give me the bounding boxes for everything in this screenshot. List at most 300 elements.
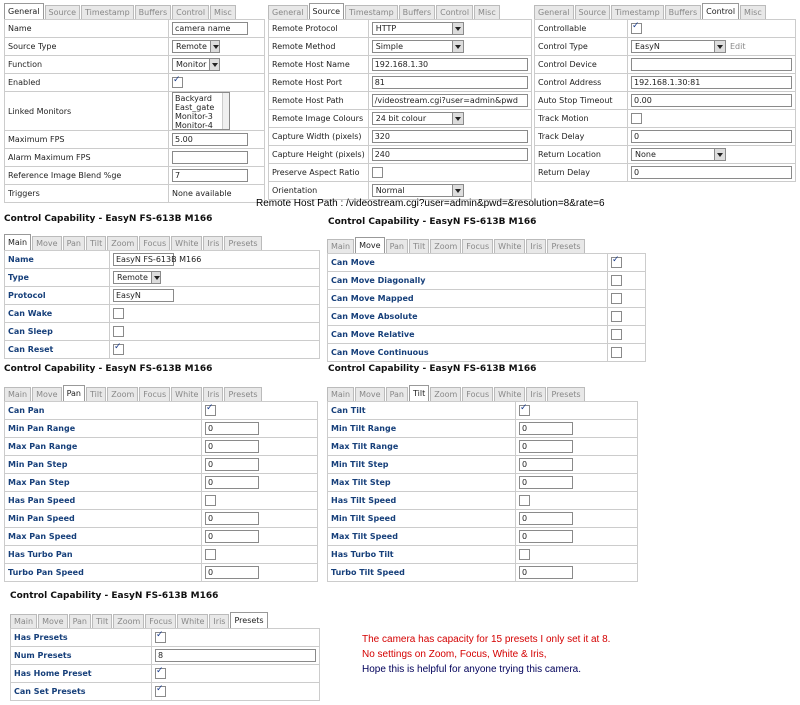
source-tab-source[interactable]: Source <box>309 3 344 19</box>
cap-pan-min-pan-step-input[interactable]: 0 <box>205 458 259 471</box>
cap-main-value-cell-name <box>110 251 320 269</box>
general-value-cell-name <box>169 20 265 38</box>
cap-tilt-tab-bar <box>327 385 638 401</box>
cap-pan-tab-bar <box>4 385 318 401</box>
general-label-linked-monitors: Linked Monitors <box>5 92 169 131</box>
list-item[interactable]: East_gate <box>175 103 215 112</box>
general-panel <box>4 3 265 203</box>
cap-tilt-panel <box>327 385 638 582</box>
cap-move-tab-tilt[interactable]: Tilt <box>409 239 429 253</box>
cap-tilt-min-tilt-step-input[interactable]: 0 <box>519 458 573 471</box>
source-remote-protocol-select[interactable] <box>372 22 464 35</box>
cap-pan-tab-zoom[interactable]: Zoom <box>107 387 138 401</box>
source-tab-control[interactable]: Control <box>436 5 473 19</box>
cap-move-can-move-absolute-checkbox[interactable] <box>611 311 622 322</box>
general-tab-buffers[interactable]: Buffers <box>135 5 171 19</box>
cap-pan-value-cell-min-pan-speed <box>202 510 318 528</box>
cap-main-tab-tilt[interactable]: Tilt <box>86 236 106 250</box>
cap-tilt-max-tilt-range-input[interactable]: 0 <box>519 440 573 453</box>
cap-main-row-can-reset <box>5 341 320 359</box>
scrollbar[interactable] <box>222 93 229 129</box>
cap-pan-label-can-pan: Can Pan <box>5 402 202 420</box>
cap-move-label-can-move-continuous: Can Move Continuous <box>328 344 608 362</box>
cap-presets-tab-iris[interactable]: Iris <box>209 614 229 628</box>
cap-pan-form-table <box>4 401 318 582</box>
source-orientation-select[interactable] <box>372 184 464 197</box>
cap-presets-tab-zoom[interactable]: Zoom <box>113 614 144 628</box>
general-triggers-text: None available <box>172 189 232 198</box>
cap-tilt-value-cell-max-tilt-range <box>516 438 638 456</box>
general-tab-timestamp[interactable]: Timestamp <box>81 5 134 19</box>
cap-tilt-tab-focus[interactable]: Focus <box>462 387 493 401</box>
cap-move-tab-main[interactable]: Main <box>327 239 354 253</box>
general-value-cell-triggers <box>169 185 265 203</box>
cap-main-value-cell-can-reset <box>110 341 320 359</box>
cap-presets-tab-white[interactable]: White <box>177 614 208 628</box>
source-value-cell-remote-host-port <box>368 74 531 92</box>
general-tab-general[interactable]: General <box>4 3 44 19</box>
cap-tilt-value-cell-can-tilt <box>516 402 638 420</box>
cap-main-can-sleep-checkbox[interactable] <box>113 326 124 337</box>
cap-pan-panel <box>4 385 318 582</box>
general-form-table <box>4 19 265 203</box>
control-value-cell-control-type <box>628 38 796 56</box>
cap-tilt-row-turbo-tilt-speed <box>328 564 638 582</box>
control-label-control-device: Control Device <box>535 56 628 74</box>
cap-pan-label-max-pan-step: Max Pan Step <box>5 474 202 492</box>
cap-pan-max-pan-speed-input[interactable]: 0 <box>205 530 259 543</box>
cap-pan-turbo-pan-speed-input[interactable]: 0 <box>205 566 259 579</box>
cap-presets-label-has-presets: Has Presets <box>11 629 152 647</box>
general-row-name <box>5 20 265 38</box>
cap-tilt-row-min-tilt-speed <box>328 510 638 528</box>
source-value-cell-remote-protocol <box>368 20 531 38</box>
cap-move-tab-zoom[interactable]: Zoom <box>430 239 461 253</box>
source-label-remote-host-path: Remote Host Path <box>269 92 369 110</box>
control-form-table <box>534 19 796 182</box>
general-maximum-fps-input[interactable]: 5.00 <box>172 133 248 146</box>
cap-main-tab-pan[interactable]: Pan <box>63 236 85 250</box>
source-capture-width-pixels-input[interactable]: 320 <box>372 130 528 143</box>
control-tab-buffers[interactable]: Buffers <box>665 5 701 19</box>
chevron-down-icon <box>714 149 725 160</box>
cap-tilt-tab-white[interactable]: White <box>494 387 525 401</box>
cap-move-row-can-move-relative <box>328 326 646 344</box>
cap-move-label-can-move-diagonally: Can Move Diagonally <box>328 272 608 290</box>
cap-main-can-wake-checkbox[interactable] <box>113 308 124 319</box>
cap-tilt-has-turbo-tilt-checkbox[interactable] <box>519 549 530 560</box>
general-row-alarm-maximum-fps <box>5 149 265 167</box>
cap-move-row-can-move-absolute <box>328 308 646 326</box>
cap-presets-tab-focus[interactable]: Focus <box>145 614 176 628</box>
general-row-source-type <box>5 38 265 56</box>
general-tab-bar <box>4 3 265 19</box>
cap-main-label-name: Name <box>5 251 110 269</box>
cap-move-value-cell-can-move <box>608 254 646 272</box>
source-label-remote-protocol: Remote Protocol <box>269 20 369 38</box>
cap-main-value-cell-type <box>110 269 320 287</box>
general-row-triggers <box>5 185 265 203</box>
source-row-capture-height-pixels <box>269 146 532 164</box>
cap-main-name-input[interactable]: EasyN FS-613B M166 <box>113 253 174 266</box>
cap-move-can-move-continuous-checkbox[interactable] <box>611 347 622 358</box>
control-row-track-delay <box>535 128 796 146</box>
cap-move-value-cell-can-move-diagonally <box>608 272 646 290</box>
cap-presets-tab-pan[interactable]: Pan <box>69 614 91 628</box>
cap-move-label-can-move-relative: Can Move Relative <box>328 326 608 344</box>
control-label-return-location: Return Location <box>535 146 628 164</box>
cap-main-tab-focus[interactable]: Focus <box>139 236 170 250</box>
cap-move-tab-move[interactable]: Move <box>355 237 384 253</box>
control-label-track-motion: Track Motion <box>535 110 628 128</box>
cap-pan-tab-focus[interactable]: Focus <box>139 387 170 401</box>
general-row-linked-monitors <box>5 92 265 131</box>
cap-tilt-row-max-tilt-range <box>328 438 638 456</box>
control-tab-misc[interactable]: Misc <box>740 5 766 19</box>
cap-main-tab-presets[interactable]: Presets <box>224 236 261 250</box>
cap-main-tab-main[interactable]: Main <box>4 234 31 250</box>
general-label-triggers: Triggers <box>5 185 169 203</box>
control-value-cell-control-device <box>628 56 796 74</box>
cap-tilt-row-max-tilt-step <box>328 474 638 492</box>
cap-main-value-cell-protocol <box>110 287 320 305</box>
general-label-alarm-maximum-fps: Alarm Maximum FPS <box>5 149 169 167</box>
cap-tilt-tab-pan[interactable]: Pan <box>386 387 408 401</box>
control-value-cell-track-motion <box>628 110 796 128</box>
cap-tilt-row-has-tilt-speed <box>328 492 638 510</box>
cap-move-can-move-diagonally-checkbox[interactable] <box>611 275 622 286</box>
cap-move-row-can-move-diagonally <box>328 272 646 290</box>
chevron-down-icon <box>452 41 463 52</box>
cap-tilt-label-max-tilt-speed: Max Tilt Speed <box>328 528 516 546</box>
general-tab-control[interactable]: Control <box>172 5 209 19</box>
general-reference-image-blend-ge-input[interactable]: 7 <box>172 169 248 182</box>
cap-pan-has-pan-speed-checkbox[interactable] <box>205 495 216 506</box>
control-edit-link[interactable]: Edit <box>730 42 746 51</box>
chevron-down-icon <box>209 59 219 70</box>
source-tab-buffers[interactable]: Buffers <box>399 5 435 19</box>
cap-move-value-cell-can-move-continuous <box>608 344 646 362</box>
select-value: Simple <box>375 42 404 51</box>
cap-move-row-can-move-continuous <box>328 344 646 362</box>
cap-main-value-cell-can-wake <box>110 305 320 323</box>
source-tab-general[interactable]: General <box>268 5 308 19</box>
cap-pan-has-turbo-pan-checkbox[interactable] <box>205 549 216 560</box>
cap-pan-tab-move[interactable]: Move <box>32 387 61 401</box>
select-value: 24 bit colour <box>375 114 427 123</box>
cap-tilt-value-cell-has-turbo-tilt <box>516 546 638 564</box>
general-tab-misc[interactable]: Misc <box>210 5 236 19</box>
cap-pan-tab-white[interactable]: White <box>171 387 202 401</box>
list-item[interactable]: Monitor-4 <box>175 121 213 130</box>
cap-pan-tab-presets[interactable]: Presets <box>224 387 261 401</box>
control-value-cell-control-address <box>628 74 796 92</box>
source-value-cell-capture-width-pixels <box>368 128 531 146</box>
control-row-control-device <box>535 56 796 74</box>
note-line-1: The camera has capacity for 15 presets I only set it at 8. <box>362 634 611 645</box>
cap-tilt-label-min-tilt-speed: Min Tilt Speed <box>328 510 516 528</box>
general-linked-monitors-listbox[interactable] <box>172 92 230 130</box>
source-value-cell-capture-height-pixels <box>368 146 531 164</box>
control-label-track-delay: Track Delay <box>535 128 628 146</box>
cap-move-label-can-move: Can Move <box>328 254 608 272</box>
control-row-return-delay <box>535 164 796 182</box>
control-row-track-motion <box>535 110 796 128</box>
control-control-type-select[interactable] <box>631 40 726 53</box>
cap-presets-tab-bar <box>10 612 320 628</box>
source-row-remote-host-port <box>269 74 532 92</box>
cap-pan-row-max-pan-range <box>5 438 318 456</box>
cap-pan-row-min-pan-speed <box>5 510 318 528</box>
cap-tilt-tab-zoom[interactable]: Zoom <box>430 387 461 401</box>
general-label-maximum-fps: Maximum FPS <box>5 131 169 149</box>
general-row-function <box>5 56 265 74</box>
source-label-preserve-aspect-ratio: Preserve Aspect Ratio <box>269 164 369 182</box>
cap-tilt-has-tilt-speed-checkbox[interactable] <box>519 495 530 506</box>
cap-tilt-can-tilt-checkbox[interactable] <box>519 405 530 416</box>
cap-move-row-can-move <box>328 254 646 272</box>
cap-tilt-row-max-tilt-speed <box>328 528 638 546</box>
cap-presets-can-set-presets-checkbox[interactable] <box>155 686 166 697</box>
source-value-cell-remote-host-name <box>368 56 531 74</box>
source-panel <box>268 3 530 200</box>
cap-move-tab-presets[interactable]: Presets <box>547 239 584 253</box>
control-return-delay-input[interactable]: 0 <box>631 166 792 179</box>
control-panel <box>534 3 796 182</box>
cap-tilt-value-cell-max-tilt-step <box>516 474 638 492</box>
cap-move-label-can-move-mapped: Can Move Mapped <box>328 290 608 308</box>
cap-pan-label-has-pan-speed: Has Pan Speed <box>5 492 202 510</box>
source-value-cell-preserve-aspect-ratio <box>368 164 531 182</box>
cap-move-can-move-relative-checkbox[interactable] <box>611 329 622 340</box>
general-value-cell-enabled <box>169 74 265 92</box>
general-label-name: Name <box>5 20 169 38</box>
cap-main-can-reset-checkbox[interactable] <box>113 344 124 355</box>
cap-pan-label-max-pan-speed: Max Pan Speed <box>5 528 202 546</box>
cap-move-tab-focus[interactable]: Focus <box>462 239 493 253</box>
cap-pan-label-min-pan-range: Min Pan Range <box>5 420 202 438</box>
cap-move-tab-pan[interactable]: Pan <box>386 239 408 253</box>
general-value-cell-reference-image-blend-ge <box>169 167 265 185</box>
source-remote-host-path-input[interactable]: /videostream.cgi?user=admin&pwd <box>372 94 528 107</box>
cap-tilt-max-tilt-step-input[interactable]: 0 <box>519 476 573 489</box>
cap-pan-tab-iris[interactable]: Iris <box>203 387 223 401</box>
cap-tilt-row-min-tilt-range <box>328 420 638 438</box>
cap-pan-value-cell-has-turbo-pan <box>202 546 318 564</box>
general-label-enabled: Enabled <box>5 74 169 92</box>
cap-title-pan: Control Capability - EasyN FS-613B M166 <box>4 364 213 374</box>
cap-title-presets: Control Capability - EasyN FS-613B M166 <box>10 591 219 601</box>
general-value-cell-linked-monitors <box>169 92 265 131</box>
select-value: None <box>635 150 656 159</box>
control-label-control-address: Control Address <box>535 74 628 92</box>
cap-pan-label-min-pan-speed: Min Pan Speed <box>5 510 202 528</box>
cap-presets-panel <box>10 612 320 701</box>
source-value-cell-remote-method <box>368 38 531 56</box>
source-tab-misc[interactable]: Misc <box>474 5 500 19</box>
note-line-3: Hope this is helpful for anyone trying this camera. <box>362 664 581 675</box>
cap-presets-has-presets-checkbox[interactable] <box>155 632 166 643</box>
cap-presets-tab-tilt[interactable]: Tilt <box>92 614 112 628</box>
control-tab-bar <box>534 3 796 19</box>
chevron-down-icon <box>452 113 463 124</box>
cap-pan-tab-main[interactable]: Main <box>4 387 31 401</box>
control-tab-source[interactable]: Source <box>575 5 610 19</box>
general-value-cell-alarm-maximum-fps <box>169 149 265 167</box>
cap-tilt-value-cell-turbo-tilt-speed <box>516 564 638 582</box>
control-track-delay-input[interactable]: 0 <box>631 130 792 143</box>
list-item[interactable]: Monitor-3 <box>175 112 213 121</box>
cap-main-label-type: Type <box>5 269 110 287</box>
source-row-remote-protocol <box>269 20 532 38</box>
cap-main-value-cell-can-sleep <box>110 323 320 341</box>
cap-pan-tab-tilt[interactable]: Tilt <box>86 387 106 401</box>
cap-main-protocol-input[interactable]: EasyN <box>113 289 174 302</box>
general-function-select[interactable] <box>172 58 220 71</box>
cap-presets-label-can-set-presets: Can Set Presets <box>11 683 152 701</box>
cap-presets-tab-move[interactable]: Move <box>38 614 67 628</box>
cap-pan-row-min-pan-range <box>5 420 318 438</box>
cap-move-can-move-mapped-checkbox[interactable] <box>611 293 622 304</box>
source-capture-height-pixels-input[interactable]: 240 <box>372 148 528 161</box>
general-tab-source[interactable]: Source <box>45 5 80 19</box>
cap-main-row-name <box>5 251 320 269</box>
cap-pan-row-can-pan <box>5 402 318 420</box>
cap-move-can-move-checkbox[interactable] <box>611 257 622 268</box>
general-enabled-checkbox[interactable] <box>172 77 183 88</box>
source-value-cell-remote-host-path <box>368 92 531 110</box>
control-control-device-input[interactable] <box>631 58 792 71</box>
control-value-cell-auto-stop-timeout <box>628 92 796 110</box>
cap-move-tab-white[interactable]: White <box>494 239 525 253</box>
cap-pan-row-min-pan-step <box>5 456 318 474</box>
cap-tilt-form-table <box>327 401 638 582</box>
select-value: Remote <box>176 42 207 51</box>
cap-tilt-tab-move[interactable]: Move <box>355 387 384 401</box>
cap-pan-max-pan-step-input[interactable]: 0 <box>205 476 259 489</box>
control-controllable-checkbox[interactable] <box>631 23 642 34</box>
cap-move-form-table <box>327 253 646 362</box>
cap-tilt-label-min-tilt-range: Min Tilt Range <box>328 420 516 438</box>
source-label-orientation: Orientation <box>269 182 369 200</box>
cap-main-type-select[interactable] <box>113 271 161 284</box>
cap-pan-can-pan-checkbox[interactable] <box>205 405 216 416</box>
cap-main-tab-iris[interactable]: Iris <box>203 236 223 250</box>
source-preserve-aspect-ratio-checkbox[interactable] <box>372 167 383 178</box>
cap-main-tab-zoom[interactable]: Zoom <box>107 236 138 250</box>
cap-pan-min-pan-speed-input[interactable]: 0 <box>205 512 259 525</box>
cap-presets-row-num-presets <box>11 647 320 665</box>
cap-pan-label-turbo-pan-speed: Turbo Pan Speed <box>5 564 202 582</box>
list-item[interactable]: Backyard <box>175 94 212 103</box>
control-return-location-select[interactable] <box>631 148 726 161</box>
source-row-remote-host-path <box>269 92 532 110</box>
cap-main-tab-bar <box>4 234 320 250</box>
control-track-motion-checkbox[interactable] <box>631 113 642 124</box>
cap-move-tab-bar <box>327 237 646 253</box>
source-tab-timestamp[interactable]: Timestamp <box>345 5 398 19</box>
cap-presets-value-cell-has-presets <box>152 629 320 647</box>
cap-pan-label-max-pan-range: Max Pan Range <box>5 438 202 456</box>
general-label-function: Function <box>5 56 169 74</box>
cap-presets-row-has-home-preset <box>11 665 320 683</box>
source-remote-host-port-input[interactable]: 81 <box>372 76 528 89</box>
source-value-cell-orientation <box>368 182 531 200</box>
general-source-type-select[interactable] <box>172 40 220 53</box>
cap-tilt-max-tilt-speed-input[interactable]: 0 <box>519 530 573 543</box>
cap-pan-max-pan-range-input[interactable]: 0 <box>205 440 259 453</box>
cap-tilt-min-tilt-speed-input[interactable]: 0 <box>519 512 573 525</box>
general-row-maximum-fps <box>5 131 265 149</box>
source-remote-host-name-input[interactable]: 192.168.1.30 <box>372 58 528 71</box>
control-tab-general[interactable]: General <box>534 5 574 19</box>
control-tab-control[interactable]: Control <box>702 3 739 19</box>
cap-main-label-protocol: Protocol <box>5 287 110 305</box>
cap-presets-has-home-preset-checkbox[interactable] <box>155 668 166 679</box>
cap-presets-row-can-set-presets <box>11 683 320 701</box>
cap-presets-num-presets-input[interactable]: 8 <box>155 649 316 662</box>
source-row-remote-host-name <box>269 56 532 74</box>
cap-presets-tab-main[interactable]: Main <box>10 614 37 628</box>
cap-main-row-type <box>5 269 320 287</box>
select-value: HTTP <box>375 24 397 33</box>
cap-move-row-can-move-mapped <box>328 290 646 308</box>
select-value: Remote <box>117 273 148 282</box>
source-form-table <box>268 19 532 200</box>
source-row-remote-image-colours <box>269 110 532 128</box>
general-name-input[interactable]: camera name <box>172 22 248 35</box>
cap-pan-value-cell-min-pan-step <box>202 456 318 474</box>
cap-tilt-tab-iris[interactable]: Iris <box>526 387 546 401</box>
cap-pan-label-min-pan-step: Min Pan Step <box>5 456 202 474</box>
control-row-auto-stop-timeout <box>535 92 796 110</box>
cap-main-row-can-sleep <box>5 323 320 341</box>
cap-main-tab-white[interactable]: White <box>171 236 202 250</box>
source-remote-method-select[interactable] <box>372 40 464 53</box>
control-row-control-type <box>535 38 796 56</box>
cap-pan-min-pan-range-input[interactable]: 0 <box>205 422 259 435</box>
control-tab-timestamp[interactable]: Timestamp <box>611 5 664 19</box>
cap-presets-form-table <box>10 628 320 701</box>
cap-title-main: Control Capability - EasyN FS-613B M166 <box>4 214 213 224</box>
cap-tilt-tab-main[interactable]: Main <box>327 387 354 401</box>
source-remote-image-colours-select[interactable] <box>372 112 464 125</box>
cap-tilt-turbo-tilt-speed-input[interactable]: 0 <box>519 566 573 579</box>
cap-presets-tab-presets[interactable]: Presets <box>230 612 267 628</box>
select-value: Monitor <box>176 60 207 69</box>
cap-presets-label-num-presets: Num Presets <box>11 647 152 665</box>
cap-main-tab-move[interactable]: Move <box>32 236 61 250</box>
source-row-capture-width-pixels <box>269 128 532 146</box>
cap-move-tab-iris[interactable]: Iris <box>526 239 546 253</box>
control-value-cell-controllable <box>628 20 796 38</box>
general-alarm-maximum-fps-input[interactable] <box>172 151 248 164</box>
control-control-address-input[interactable]: 192.168.1.30:81 <box>631 76 792 89</box>
cap-tilt-label-min-tilt-step: Min Tilt Step <box>328 456 516 474</box>
cap-presets-row-has-presets <box>11 629 320 647</box>
control-auto-stop-timeout-input[interactable]: 0.00 <box>631 94 792 107</box>
cap-pan-row-has-turbo-pan <box>5 546 318 564</box>
cap-tilt-min-tilt-range-input[interactable]: 0 <box>519 422 573 435</box>
cap-tilt-label-max-tilt-step: Max Tilt Step <box>328 474 516 492</box>
cap-pan-value-cell-turbo-pan-speed <box>202 564 318 582</box>
source-row-preserve-aspect-ratio <box>269 164 532 182</box>
control-row-controllable <box>535 20 796 38</box>
source-label-capture-width-pixels: Capture Width (pixels) <box>269 128 369 146</box>
cap-tilt-tab-tilt[interactable]: Tilt <box>409 385 429 401</box>
cap-tilt-tab-presets[interactable]: Presets <box>547 387 584 401</box>
cap-pan-tab-pan[interactable]: Pan <box>63 385 85 401</box>
